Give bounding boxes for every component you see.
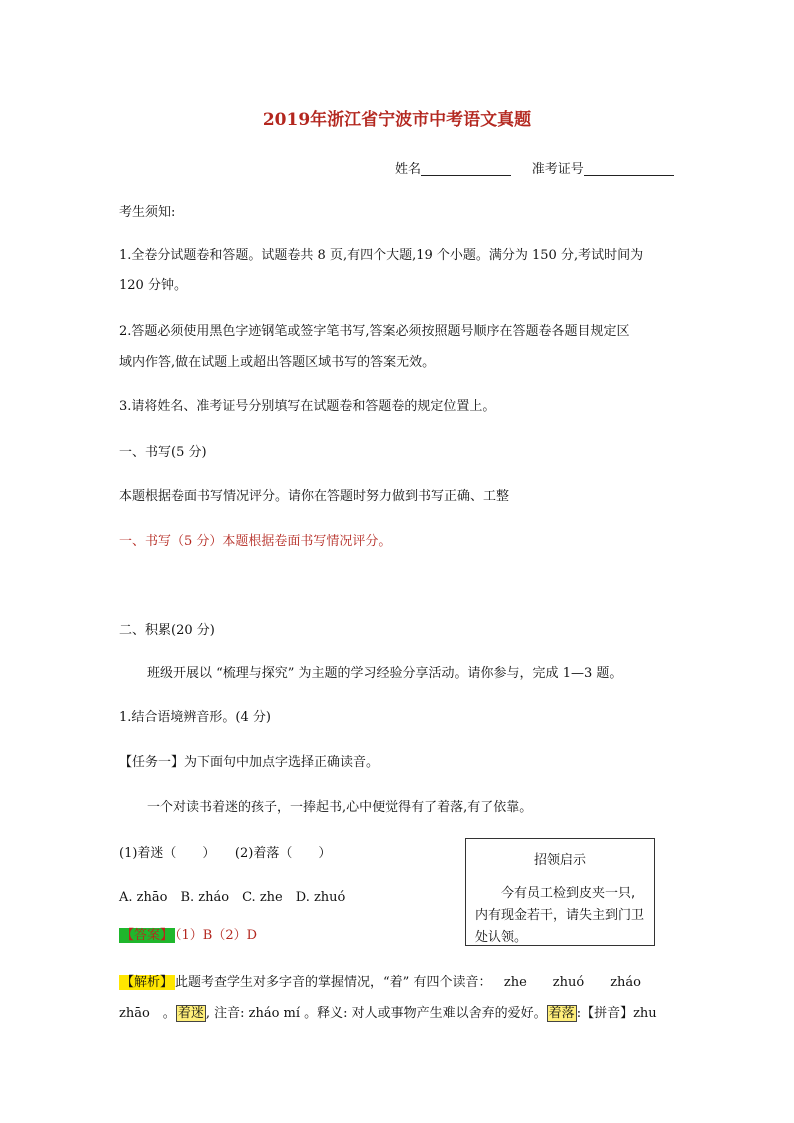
highlight-word-1: 着迷: [177, 1006, 204, 1021]
answer-options: A. zhāo B. zháo C. zhe D. zhuó: [119, 890, 346, 905]
rule-line-3: 2.答题必须使用黑色字迹钢笔或签字笔书写,答案必须按照题号顺序在答题卷各题目规定区: [119, 324, 630, 339]
analysis-line-1: [119, 973, 641, 993]
section1-answer: 一、书写（5 分）本题根据卷面书写情况评分。: [119, 534, 392, 549]
rule-line-2: 120 分钟。: [119, 278, 187, 293]
answer-tag: 【答案】: [121, 928, 174, 943]
example-sentence: 一个对读书着迷的孩子，一捧起书,心中便觉得有了着落,有了依靠。: [147, 800, 533, 815]
id-label: 准考证号: [531, 162, 584, 177]
task-1: 【任务一】为下面句中加点字选择正确读音。: [119, 755, 380, 770]
section1-heading: 一、书写(5 分): [119, 445, 207, 460]
candidate-fields: [395, 160, 674, 180]
page-title: 2019年浙江省宁波市中考语文真题: [262, 110, 532, 130]
readings: zhe zhuó zháo: [503, 975, 641, 990]
rule-line-4: 域内作答,做在试题上或超出答题区域书写的答案无效。: [119, 355, 436, 370]
answer-line: [119, 926, 257, 946]
analysis-text: 此题考查学生对多字音的掌握情况，“着” 有四个读音：: [175, 975, 492, 990]
answer-text: （1）B（2）D: [175, 928, 258, 943]
lost-and-found-notice: [465, 838, 655, 946]
question-1: 1.结合语境辨音形。(4 分): [119, 710, 271, 725]
word1-note: , 注音: zháo mí 。释义: 对人或事物产生难以舍弃的爱好。: [205, 1006, 547, 1021]
highlight-word-2: 着落: [548, 1006, 575, 1021]
name-blank[interactable]: [421, 161, 511, 176]
rule-line-1: 1.全卷分试题卷和答题。试题卷共 8 页,有四个大题,19 个小题。满分为 150 分,考试时间为: [119, 248, 644, 263]
notice-title: 招领启示: [533, 853, 586, 868]
section2-heading: 二、积累(20 分): [119, 623, 215, 638]
section1-text: 本题根据卷面书写情况评分。请你在答题时努力做到书写正确、工整: [119, 489, 510, 504]
pinyin-tag: :【拼音】zhu: [576, 1006, 657, 1021]
notice-body: 今有员工检到皮夹一只,内有现金若干，请失主到门卫处认领。: [475, 886, 645, 945]
rule-line-5: 3.请将姓名、准考证号分别填写在试题卷和答题卷的规定位置上。: [119, 399, 496, 414]
analysis-tag: 【解析】: [121, 975, 174, 990]
sub-questions: (1)着迷（ ） (2)着落（ ）: [119, 846, 332, 861]
section2-intro: 班级开展以 “梳理与探究” 为主题的学习经验分享活动。请你参与，完成 1—3 题。: [147, 666, 623, 681]
notice-heading: 考生须知:: [119, 205, 176, 220]
name-label: 姓名: [395, 162, 422, 177]
reading-zhao: zhāo 。: [119, 1006, 176, 1021]
id-blank[interactable]: [584, 161, 674, 176]
analysis-line-2: [119, 1004, 657, 1024]
